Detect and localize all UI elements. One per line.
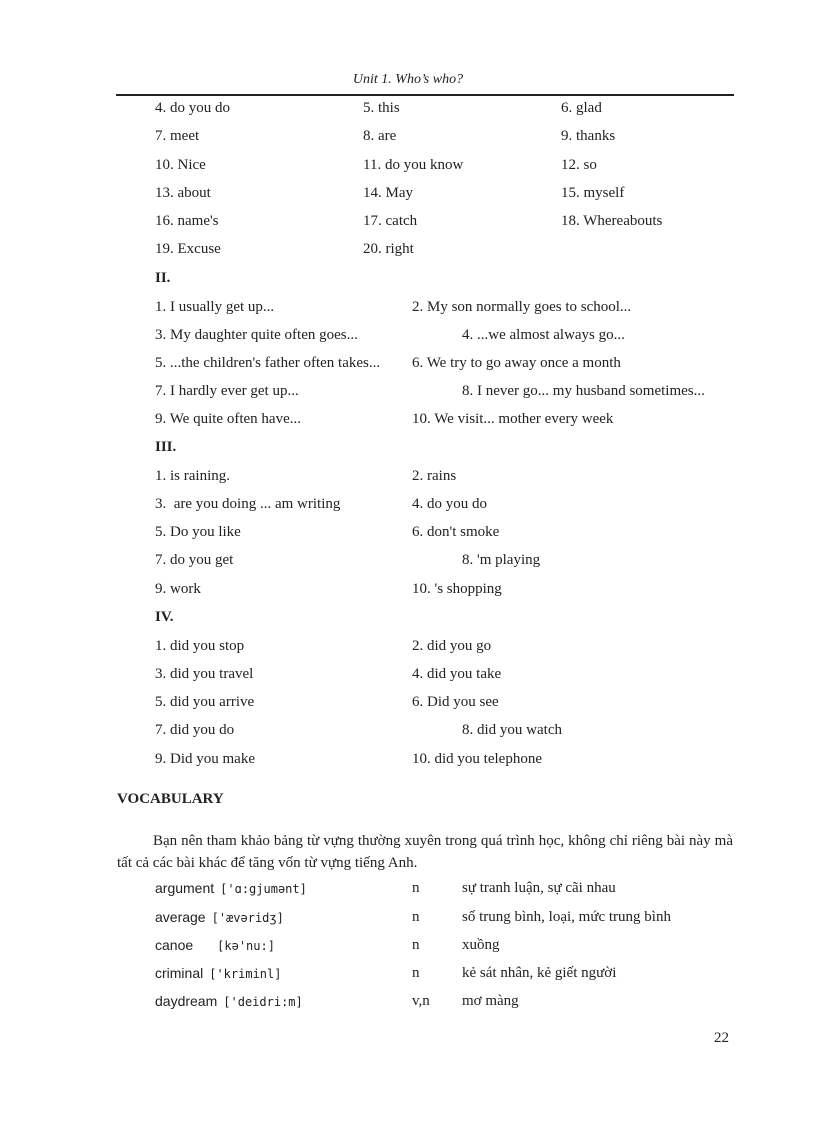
vocab-ipa: ['ævəridʒ] — [211, 911, 284, 925]
answer-item: 4. do you do — [155, 100, 230, 116]
answer-item: 20. right — [363, 241, 414, 257]
vocab-meaning: sự tranh luận, sự cãi nhau — [462, 880, 616, 896]
answer-item: 6. We try to go away once a month — [412, 355, 621, 371]
vocab-term: daydream — [155, 993, 218, 1009]
answer-item: 1. is raining. — [155, 468, 230, 484]
vocab-meaning: số trung bình, loại, mức trung bình — [462, 909, 671, 925]
answer-item: 5. ...the children's father often takes... — [155, 355, 381, 371]
answer-item: 12. so — [561, 157, 597, 173]
answer-item: 11. do you know — [363, 157, 464, 173]
answer-item: 6. glad — [561, 100, 602, 116]
vocab-word — [155, 965, 281, 981]
running-header: Unit 1. Who’s who? — [352, 72, 464, 87]
answer-item: 6. Did you see — [412, 694, 499, 710]
answer-item: 8. are — [363, 128, 397, 144]
answer-item: 17. catch — [363, 213, 418, 229]
vocabulary-intro: Bạn nên tham khảo bảng từ vựng thường xuyên trong quá trình học, không chỉ riêng bài này mà tất cả các bài khác để tăng vốn từ vựng tiếng Anh. — [117, 833, 733, 871]
answer-item: 3. did you travel — [155, 666, 254, 682]
answer-item: 10. Nice — [155, 157, 206, 173]
vocab-ipa: ['ɑ:gjumənt] — [220, 882, 307, 896]
section-heading-iv: IV. — [155, 609, 174, 625]
vocab-ipa: ['kriminl] — [209, 967, 282, 981]
page-number: 22 — [714, 1030, 729, 1046]
vocab-word — [155, 880, 307, 896]
answer-item: 9. Did you make — [155, 751, 255, 767]
answer-item: 9. We quite often have... — [155, 411, 301, 427]
vocab-meaning: xuồng — [462, 937, 500, 953]
answer-item: 16. name's — [155, 213, 219, 229]
section-heading-ii: II. — [155, 270, 171, 286]
answer-item: 10. 's shopping — [412, 581, 502, 597]
answer-item: 9. work — [155, 581, 201, 597]
vocab-word — [155, 937, 275, 953]
answer-item: 5. Do you like — [155, 524, 241, 540]
vocab-term: argument — [155, 880, 215, 896]
vocab-term: criminal — [155, 965, 204, 981]
answer-item: 6. don't smoke — [412, 524, 500, 540]
vocab-word — [155, 993, 303, 1009]
vocab-pos: n — [412, 880, 420, 896]
answer-item: 4. ...we almost always go... — [462, 327, 625, 343]
answer-item: 7. I hardly ever get up... — [155, 383, 299, 399]
answer-item: 1. I usually get up... — [155, 299, 275, 315]
answer-item: 14. May — [363, 185, 413, 201]
answer-item: 2. rains — [412, 468, 457, 484]
answer-item: 7. do you get — [155, 552, 234, 568]
vocab-meaning: mơ màng — [462, 993, 519, 1009]
vocab-pos: n — [412, 965, 420, 981]
vocab-term: canoe — [155, 937, 194, 953]
vocab-ipa: ['deidri:m] — [223, 995, 303, 1009]
answer-item: 1. did you stop — [155, 638, 245, 654]
vocabulary-heading: VOCABULARY — [117, 791, 224, 807]
answer-item: 2. My son normally goes to school... — [412, 299, 632, 315]
answer-item: 4. did you take — [412, 666, 502, 682]
answer-item: 18. Whereabouts — [561, 213, 663, 229]
answer-item: 10. did you telephone — [412, 751, 542, 767]
vocab-meaning: kẻ sát nhân, kẻ giết người — [462, 965, 617, 981]
answer-item: 3. are you doing ... am writing — [155, 496, 341, 512]
answer-item: 3. My daughter quite often goes... — [155, 327, 358, 343]
answer-item: 5. did you arrive — [155, 694, 255, 710]
vocab-term: average — [155, 909, 206, 925]
section-heading-iii: III. — [155, 439, 177, 455]
answer-item: 8. did you watch — [462, 722, 562, 738]
answer-item: 15. myself — [561, 185, 625, 201]
answer-item: 9. thanks — [561, 128, 616, 144]
vocab-pos: n — [412, 937, 420, 953]
answer-item: 8. I never go... my husband sometimes... — [462, 383, 705, 399]
answer-item: 7. did you do — [155, 722, 235, 738]
vocab-pos: v,n — [412, 993, 430, 1009]
answer-item: 7. meet — [155, 128, 200, 144]
vocab-pos: n — [412, 909, 420, 925]
answer-item: 5. this — [363, 100, 400, 116]
vocab-word — [155, 909, 284, 925]
vocab-ipa: [kə'nu:] — [217, 939, 275, 953]
answer-item: 13. about — [155, 185, 211, 201]
answer-item: 10. We visit... mother every week — [412, 411, 614, 427]
answer-item: 4. do you do — [412, 496, 487, 512]
answer-item: 2. did you go — [412, 638, 492, 654]
header-rule — [116, 94, 734, 96]
answer-item: 19. Excuse — [155, 241, 221, 257]
answer-item: 8. 'm playing — [462, 552, 541, 568]
